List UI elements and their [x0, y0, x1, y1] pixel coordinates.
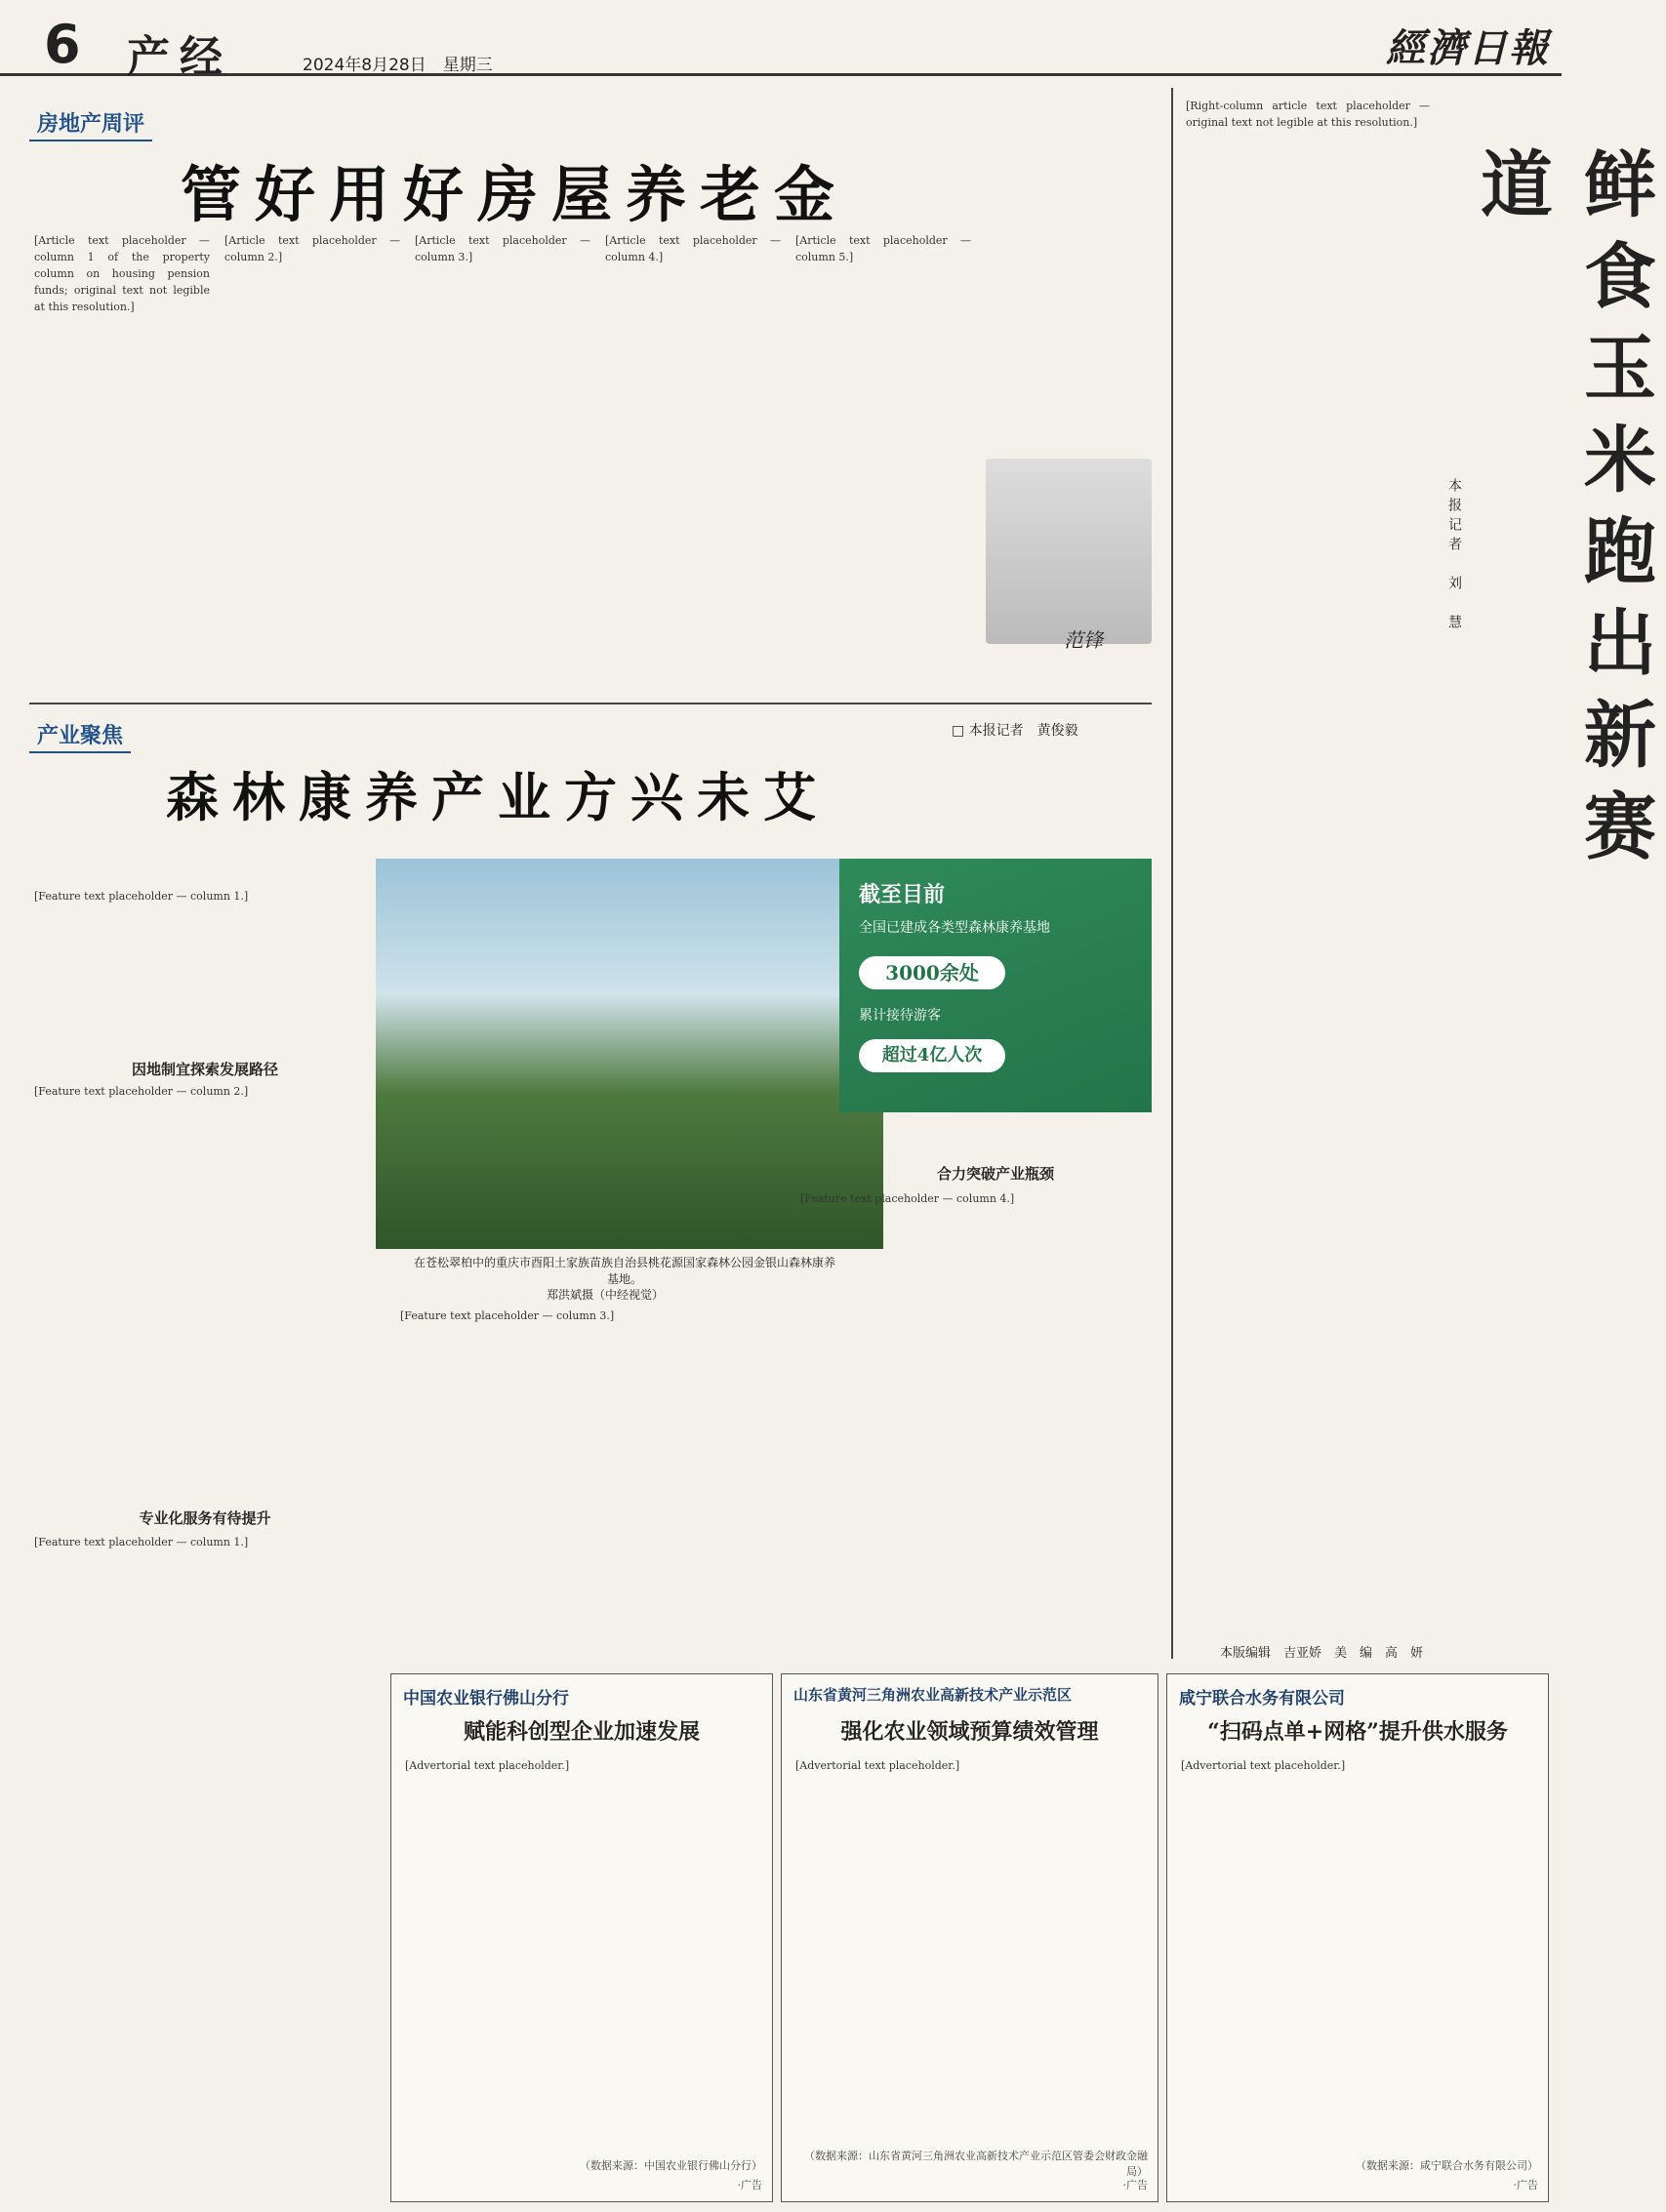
- top-story-column-4: [Article text placeholder — column 4.]: [605, 234, 781, 263]
- right-story-byline: 本报记者 刘 慧: [1446, 478, 1462, 634]
- ad-box-yellow-river-delta: [781, 1673, 1158, 2202]
- ad-2-org: 山东省黄河三角洲农业高新技术产业示范区: [793, 1686, 1073, 1704]
- infographic-line-1: 全国已建成各类型森林康养基地: [859, 920, 1050, 936]
- ad-3-title: “扫码点单+网格”提升供水服务: [1207, 1719, 1508, 1745]
- top-story-column-3: [Article text placeholder — column 3.]: [415, 234, 590, 263]
- top-story-column-5: [Article text placeholder — column 5.]: [795, 234, 971, 263]
- ad-1-title: 赋能科创型企业加速发展: [463, 1719, 700, 1745]
- right-story-headline: 鲜食玉米跑出新赛道: [1469, 146, 1656, 880]
- ad-2-mark: ·广告: [1122, 2179, 1148, 2192]
- feature-column-4: [Feature text placeholder — column 4.]: [800, 1192, 1015, 1205]
- page-editors: 本版编辑 吉亚娇 美 编 高 妍: [1220, 1646, 1424, 1661]
- issue-date: 2024年8月28日 星期三: [303, 56, 493, 75]
- page-header: [0, 0, 1562, 76]
- feature-column-1: [Feature text placeholder — column 1.]: [34, 890, 249, 903]
- photo-caption: 在苍松翠柏中的重庆市酉阳土家族苗族自治县桃花源国家森林公园金银山森林康养基地。: [413, 1256, 835, 1286]
- feature-column-5: [Feature text placeholder — column 1.]: [34, 1536, 249, 1548]
- top-story-kicker: 房地产周评: [29, 105, 152, 141]
- feature-column-3: [Feature text placeholder — column 3.]: [400, 1309, 615, 1322]
- top-story-column-2: [Article text placeholder — column 2.]: [224, 234, 400, 263]
- newspaper-masthead: 經濟日報: [1386, 25, 1550, 71]
- feature-byline: □ 本报记者 黄俊毅: [952, 723, 1078, 739]
- ad-3-text: [Advertorial text placeholder.]: [1181, 1759, 1346, 1772]
- author-signature: 范锋: [1064, 628, 1103, 652]
- ad-3-credit: （数据来源：咸宁联合水务有限公司）: [1356, 2159, 1538, 2172]
- ad-box-xianning-water: [1166, 1673, 1549, 2202]
- section-title: 产经: [127, 32, 232, 82]
- feature-kicker: 产业聚焦: [29, 717, 131, 753]
- infographic-value-2: 超过4亿人次: [859, 1039, 1005, 1072]
- ad-2-text: [Advertorial text placeholder.]: [795, 1759, 960, 1772]
- divider: [29, 703, 1152, 704]
- column-rule: [1171, 88, 1173, 1659]
- infographic-panel: [839, 859, 1152, 1112]
- ad-1-text: [Advertorial text placeholder.]: [405, 1759, 570, 1772]
- top-story-headline: 管好用好房屋养老金: [181, 159, 849, 230]
- infographic-value-1: 3000余处: [859, 956, 1005, 989]
- ad-1-mark: ·广告: [737, 2179, 762, 2192]
- feature-headline: 森林康养产业方兴未艾: [166, 766, 830, 828]
- feature-subhead-3: 合力突破产业瓶颈: [936, 1165, 1054, 1183]
- top-story-column-1: [Article text placeholder — column 1 of the property column on housing pension funds; original text not legible at this resolution.]: [34, 234, 210, 313]
- photo-credit: 郑洪斌摄（中经视觉）: [547, 1288, 665, 1302]
- feature-subhead-1: 因地制宜探索发展路径: [131, 1061, 278, 1078]
- ad-2-credit: （数据来源：山东省黄河三角洲农业高新技术产业示范区管委会财政金融局）: [804, 2150, 1148, 2178]
- ad-box-abc-foshan: [390, 1673, 773, 2202]
- ad-1-credit: （数据来源：中国农业银行佛山分行）: [580, 2159, 762, 2172]
- feature-column-2: [Feature text placeholder — column 2.]: [34, 1085, 249, 1098]
- ad-1-org: 中国农业银行佛山分行: [403, 1689, 569, 1709]
- ad-2-title: 强化农业领域预算绩效管理: [840, 1719, 1099, 1745]
- right-story-text: [Right-column article text placeholder — original text not legible at this resolution.]: [1186, 100, 1430, 129]
- feature-subhead-2: 专业化服务有待提升: [139, 1509, 271, 1527]
- infographic-line-2: 累计接待游客: [859, 1008, 941, 1024]
- ad-3-org: 咸宁联合水务有限公司: [1179, 1689, 1345, 1709]
- ad-3-mark: ·广告: [1513, 2179, 1538, 2192]
- author-portrait: [986, 459, 1152, 644]
- page-number: 6: [44, 14, 81, 75]
- infographic-title: 截至目前: [859, 882, 946, 907]
